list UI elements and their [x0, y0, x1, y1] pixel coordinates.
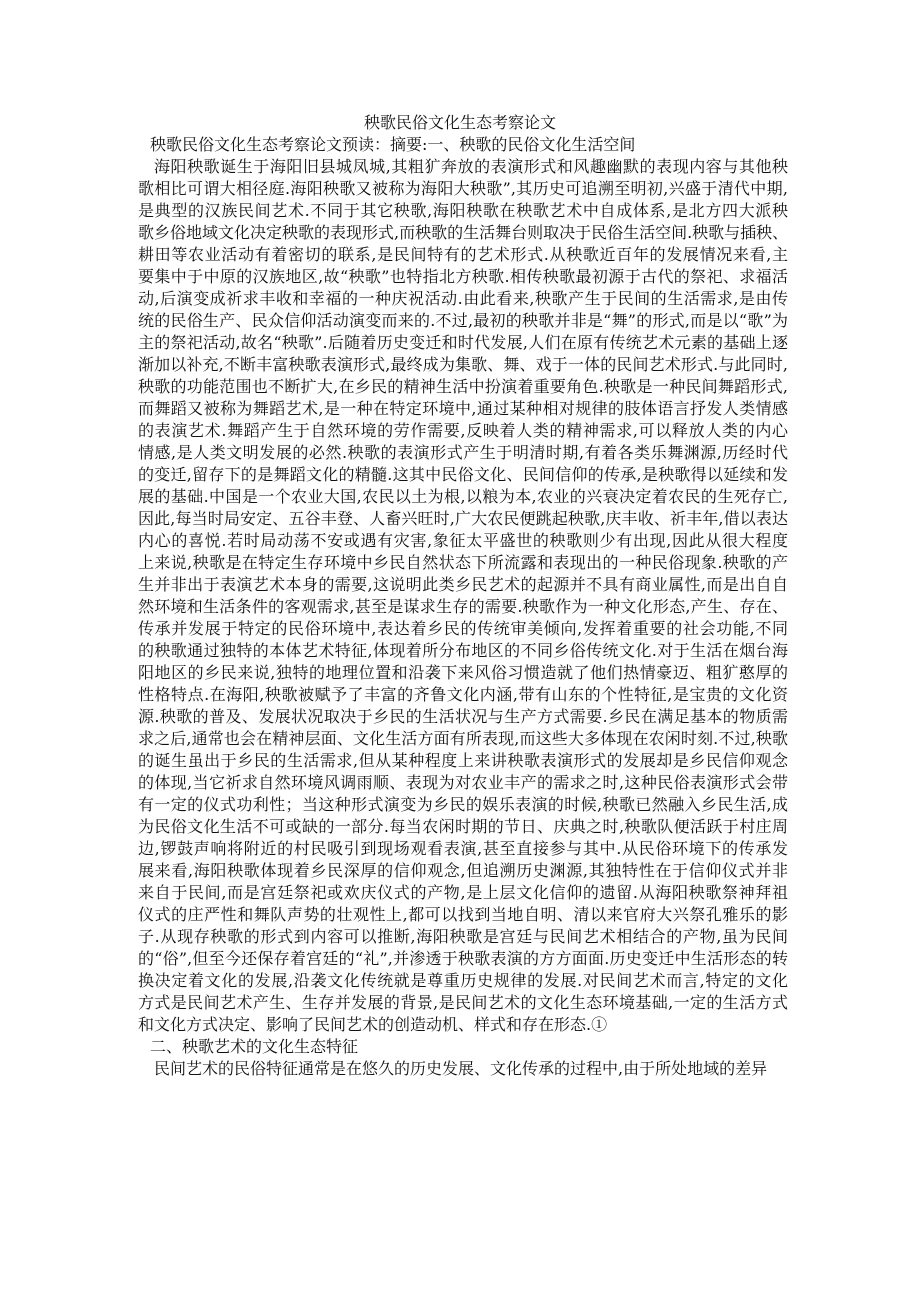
body-line: 换决定着文化的发展,沿袭文化传统就是尊重历史规律的发展.对民间艺术而言,特定的文化: [138, 971, 788, 990]
body-line: 求之后,通常也会在精神层面、文化生活方面有所表现,而这些大多体现在农闲时刻.不过,秧歌: [138, 729, 788, 748]
body-line: 生并非出于表演艺术本身的需要,这说明此类乡民艺术的起源并不具有商业属性,而是出自自: [138, 575, 788, 594]
body-line: 仪式的庄严性和舞队声势的壮观性上,都可以找到当地自明、清以来官府大兴祭孔雅乐的影: [138, 905, 788, 924]
body-line: 性格特点.在海阳,秧歌被赋予了丰富的齐鲁文化内涵,带有山东的个性特征,是宝贵的文化资: [138, 685, 788, 704]
body-line: 的“俗”,但至今还保存着宫廷的“礼”,并渗透于秧歌表演的方方面面.历史变迁中生活形态的转: [138, 949, 788, 968]
body-line: 情感,是人类文明发展的必然.秧歌的表演形式产生于明清时期,有着各类乐舞渊源,历经时代: [138, 443, 788, 462]
body-line: 阳地区的乡民来说,独特的地理位置和沿袭下来风俗习惯造就了他们热情豪迈、粗犷憨厚的: [138, 663, 788, 682]
body-line: 耕田等农业活动有着密切的联系,是民间特有的艺术形式.从秧歌近百年的发展情况来看,主: [138, 245, 788, 264]
body-line: 因此,每当时局安定、五谷丰登、人畜兴旺时,广大农民便跳起秧歌,庆丰收、祈丰年,借以表达: [138, 509, 788, 528]
body-line: 有一定的仪式功利性；当这种形式演变为乡民的娱乐表演的时候,秧歌已然融入乡民生活,成: [138, 795, 788, 814]
body-line: 来自于民间,而是宫廷祭祀或欢庆仪式的产物,是上层文化信仰的遗留.从海阳秧歌祭神拜祖: [138, 883, 788, 902]
body-line: 统的民俗生产、民众信仰活动演变而来的.不过,最初的秧歌并非是“舞”的形式,而是以“歌”为: [138, 311, 788, 330]
body-line: 渐加以补充,不断丰富秧歌表演形式,最终成为集歌、舞、戏于一体的民间艺术形式.与此同时,: [138, 355, 788, 374]
body-line: 秧歌的功能范围也不断扩大,在乡民的精神生活中扮演着重要角色.秧歌是一种民间舞蹈形式,: [138, 377, 788, 396]
body-line: 是典型的汉族民间艺术.不同于其它秧歌,海阳秧歌在秧歌艺术中自成体系,是北方四大派秧: [138, 201, 788, 220]
body-line: 海阳秧歌诞生于海阳旧县城凤城,其粗犷奔放的表演形式和风趣幽默的表现内容与其他秧: [154, 157, 788, 176]
body-line: 方式是民间艺术产生、生存并发展的背景,是民间艺术的文化生态环境基础,一定的生活方式: [138, 993, 788, 1012]
body-line: 动,后演变成祈求丰收和幸福的一种庆祝活动.由此看来,秧歌产生于民间的生活需求,是由传: [138, 289, 788, 308]
body-line: 内心的喜悦.若时局动荡不安或遇有灾害,象征太平盛世的秧歌则少有出现,因此从很大程度: [138, 531, 788, 550]
document-title: 秧歌民俗文化生态考察论文: [363, 113, 556, 132]
body-line: 传承并发展于特定的民俗环境中,表达着乡民的传统审美倾向,发挥着重要的社会功能,不同: [138, 619, 788, 638]
body-line: 民间艺术的民俗特征通常是在悠久的历史发展、文化传承的过程中,由于所处地域的差异: [154, 1059, 768, 1078]
body-line: 要集中于中原的汉族地区,故“秧歌”也特指北方秧歌.相传秧歌最初源于古代的祭祀、求福活: [138, 267, 788, 286]
body-line: 展来看,海阳秧歌体现着乡民深厚的信仰观念,但追溯历史渊源,其独特性在于信仰仪式并非: [138, 861, 788, 880]
body-line: 主的祭祀活动,故名“秧歌”.后随着历史变迁和时代发展,人们在原有传统艺术元素的基础上逐: [138, 333, 788, 352]
body-line: 的诞生虽出于乡民的生活需求,但从某种程度上来讲秧歌表演形式的发展却是乡民信仰观念: [138, 751, 788, 770]
body-line: 的秧歌通过独特的本体艺术特征,体现着所分布地区的不同乡俗传统文化.对于生活在烟台海: [138, 641, 788, 660]
body-line: 展的基础.中国是一个农业大国,农民以土为根,以粮为本,农业的兴衰决定着农民的生死存亡,: [138, 487, 788, 506]
body-line: 而舞蹈又被称为舞蹈艺术,是一种在特定环境中,通过某种相对规律的肢体语言抒发人类情感: [138, 399, 788, 418]
body-line: 的变迁,留存下的是舞蹈文化的精髓.这其中民俗文化、民间信仰的传承,是秧歌得以延续和发: [138, 465, 788, 484]
body-line: 歌相比可谓大相径庭.海阳秧歌又被称为海阳大秧歌”,其历史可追溯至明初,兴盛于清代中期,: [138, 179, 788, 198]
body-line: 的表演艺术.舞蹈产生于自然环境的劳作需要,反映着人类的精神需求,可以释放人类的内心: [138, 421, 788, 440]
body-line: 上来说,秧歌是在特定生存环境中乡民自然状态下所流露和表现出的一种民俗现象.秧歌的产: [138, 553, 788, 572]
body-line: 然环境和生活条件的客观需求,甚至是谋求生存的需要.秧歌作为一种文化形态,产生、存在、: [138, 597, 788, 616]
body-line: 的体现,当它祈求自然环境风调雨顺、表现为对农业丰产的需求之时,这种民俗表演形式会带: [138, 773, 788, 792]
body-line: 子.从现存秧歌的形式到内容可以推断,海阳秧歌是宫廷与民间艺术相结合的产物,虽为民间: [138, 927, 788, 946]
body-line: 歌乡俗地域文化决定秧歌的表现形式,而秧歌的生活舞台则取决于民俗生活空间.秧歌与插秧、: [138, 223, 788, 242]
body-line: 边,锣鼓声响将附近的村民吸引到现场观看表演,甚至直接参与其中.从民俗环境下的传承发: [138, 839, 788, 858]
body-line: 源.秧歌的普及、发展状况取决于乡民的生活状况与生产方式需要.乡民在满足基本的物质需: [138, 707, 788, 726]
section-heading: 二、秧歌艺术的文化生态特征: [150, 1037, 359, 1056]
summary-lead: 秧歌民俗文化生态考察论文预读：摘要:一、秧歌的民俗文化生活空间: [150, 135, 636, 154]
body-line: 和文化方式决定、影响了民间艺术的创造动机、样式和存在形态.①: [138, 1015, 608, 1034]
body-line: 为民俗文化生活不可或缺的一部分.每当农闲时期的节日、庆典之时,秧歌队便活跃于村庄周: [138, 817, 788, 836]
